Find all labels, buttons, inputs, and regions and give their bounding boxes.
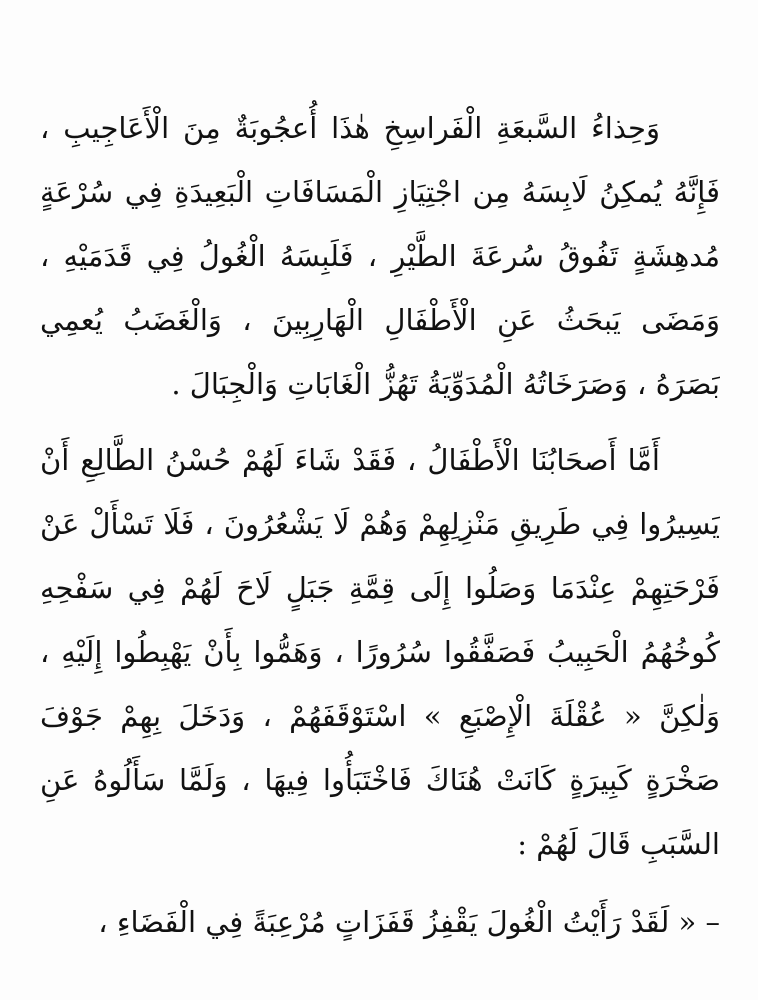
text-line: وَحِذاءُ السَّبعَةِ الْفَراسِخِ هٰذَا أُعجُوبَةٌ مِنَ الْأَعَاجِيبِ ،: [40, 111, 660, 145]
text-line: صَخْرَةٍ كَبِيرَةٍ كَانَتْ هُنَاكَ فَاخْتَبَأُوا فِيهَا ، وَلَمَّا سَأَلُوهُ عَنِ: [40, 763, 720, 797]
paragraph-1: [40, 96, 720, 416]
text-line: فَرْحَتِهِمْ عِنْدَمَا وَصَلُوا إِلَى قِمَّةِ جَبَلٍ لَاحَ لَهُمْ فِي سَفْحِهِ: [40, 571, 720, 605]
text-line: وَلٰكِنَّ « عُقْلَةَ الْإِصْبَعِ » اسْتَوْقَفَهُمْ ، وَدَخَلَ بِهِمْ جَوْفَ: [40, 699, 720, 733]
text-line: السَّبَبِ قَالَ لَهُمْ :: [517, 827, 720, 861]
text-line: – « لَقَدْ رَأَيْتُ الْغُولَ يَقْفِزُ قَفَزَاتٍ مُرْعِبَةً فِي الْفَضَاءِ ،: [98, 905, 720, 939]
text-line: أَمَّا أَصحَابُنَا الْأَطْفَالُ ، فَقَدْ شَاءَ لَهُمْ حُسْنُ الطَّالِعِ أَنْ: [40, 443, 660, 477]
text-line: يَسِيرُوا فِي طَرِيقِ مَنْزِلِهِمْ وَهُمْ لَا يَشْعُرُونَ ، فَلَا تَسْأَلْ عَنْ: [40, 507, 720, 541]
paragraph-2: [40, 428, 720, 876]
text-line: فَإِنَّهُ يُمكِنُ لَابِسَهُ مِن اجْتِيَازِ الْمَسَافَاتِ الْبَعِيدَةِ فِي سُرْعَةٍ: [40, 175, 720, 209]
text-line: كُوخُهُمُ الْحَبِيبُ فَصَفَّقُوا سُرُورًا ، وَهَمُّوا بِأَنْ يَهْبِطُوا إِلَيْهِ ،: [40, 635, 720, 669]
paragraph-3: [40, 890, 720, 954]
text-line: مُدهِشَةٍ تَفُوقُ سُرعَةَ الطَّيْرِ ، فَلَبِسَهُ الْغُولُ فِي قَدَمَيْهِ ،: [40, 239, 720, 273]
text-line: بَصَرَهُ ، وَصَرَخَاتُهُ الْمُدَوِّيَةُ تَهُزُّ الْغَابَاتِ وَالْجِبَالَ .: [171, 367, 720, 401]
text-line: وَمَضَى يَبحَثُ عَنِ الْأَطْفَالِ الْهَارِبِينَ ، وَالْغَضَبُ يُعمِي: [40, 303, 720, 337]
